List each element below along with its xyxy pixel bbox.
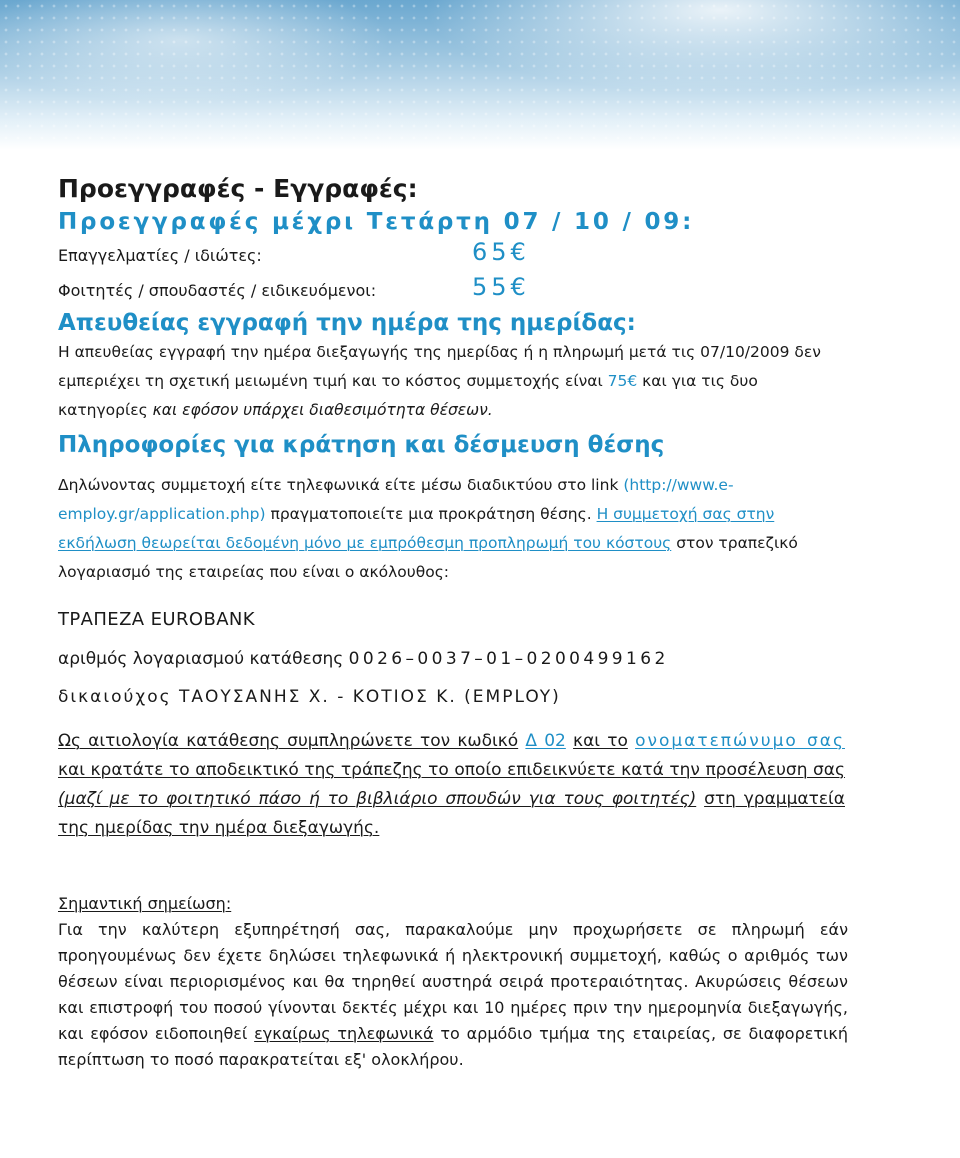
preregistration-heading: Προεγγραφές μέχρι Τετάρτη 07 / 10 / 09:: [58, 209, 695, 235]
students-price: 55€: [472, 273, 530, 301]
direct-registration-heading: Απευθείας εγγραφή την ημέρα της ημερίδας:: [58, 310, 636, 336]
reason-part-italic: (μαζί με το φοιτητικό πάσο ή το βιβλιάριο σπουδών για τους φοιτητές): [58, 789, 697, 809]
direct-registration-text: [58, 338, 848, 425]
bank-name: ΤΡΑΠΕΖΑ EUROBANK: [58, 609, 255, 630]
booking-text-1: Δηλώνοντας συμμετοχή είτε τηλεφωνικά είτε μέσω διαδικτύου στο link: [58, 476, 624, 494]
reason-part-1: Ως αιτιολογία κατάθεσης συμπληρώνετε τον κωδικό: [58, 731, 519, 751]
professionals-price: 65€: [472, 238, 530, 266]
price-row-professionals: [58, 238, 848, 273]
note-text-2: το αρμόδιο τμήμα της εταιρείας, σε διαφορετική περίπτωση το ποσό παρακρατείται εξ' ολοκλήρου.: [58, 1024, 848, 1069]
banner-pattern: [0, 0, 960, 150]
direct-text-italic: και εφόσον υπάρχει διαθεσιμότητα θέσεων.: [152, 401, 493, 419]
payment-reason: [58, 727, 845, 843]
note-underlined: εγκαίρως τηλεφωνικά: [254, 1024, 434, 1043]
note-text-1: Για την καλύτερη εξυπηρέτησή σας, παρακαλούμε μην προχωρήσετε σε πληρωμή εάν προηγουμένως δεν έχετε δηλώσει τηλεφωνικά ή ηλεκτρονική συμμετοχή, καθώς ο αριθμός των θέσεων είναι περιορισμένος και θα τηρηθεί αυστηρά σειρά προτεραιότητας. Ακυρώσεις θέσεων και επιστροφή του ποσού γίνονται δεκτές μέχρι και 10 ημέρες πριν την ημερομηνία διεξαγωγής, και εφόσον ειδοποιηθεί: [58, 920, 848, 1043]
page-title: Προεγγραφές - Εγγραφές:: [58, 174, 418, 203]
students-label: Φοιτητές / σπουδαστές / ειδικευόμενοι:: [58, 281, 377, 300]
application-link[interactable]: (http://www.e-employ.gr/application.php): [58, 476, 734, 523]
direct-text-1: Η απευθείας εγγραφή την ημέρα διεξαγωγής της ημερίδας ή η πληρωμή μετά τις 07/10/2009 δεν εμπεριέχει τη σχετική μειωμένη τιμή και το κόστος συμμετοχής είναι: [58, 343, 821, 390]
booking-text-2: πραγματοποιείτε μια προκράτηση θέσης.: [265, 505, 592, 523]
account-label: αριθμός λογαριασμού κατάθεσης: [58, 649, 349, 669]
booking-info-text: [58, 471, 848, 587]
account-line: [58, 641, 848, 677]
reason-part-3: και κρατάτε το αποδεικτικό της τράπεζης το οποίο επιδεικνύετε κατά την προσέλευση σας: [58, 760, 845, 780]
reason-part-2: και το: [573, 731, 628, 751]
direct-text-2: και για τις δυο κατηγορίες: [58, 372, 758, 419]
prepayment-notice: Η συμμετοχή σας στην εκδήλωση θεωρείται δεδομένη μόνο με εμπρόθεσμη προπληρωμή του κόστους: [58, 505, 775, 552]
professionals-label: Επαγγελματίες / ιδιώτες:: [58, 246, 262, 265]
direct-price: 75€: [607, 372, 638, 390]
account-holder: δικαιούχος ΤΑΟΥΣΑΝΗΣ Χ. - ΚΟΤΙΟΣ Κ. (EMPLOY): [58, 687, 561, 707]
price-row-students: [58, 273, 848, 308]
important-note-text: [58, 917, 848, 1073]
account-number: 0026–0037–01–0200499162: [348, 649, 669, 669]
reason-code: Δ 02: [525, 731, 566, 751]
important-note-title-text: Σημαντική σημείωση:: [58, 894, 232, 913]
important-note-title: [58, 891, 848, 917]
reason-names: ονοματεπώνυμο σας: [635, 731, 845, 751]
reason-part-4: στη γραμματεία της ημερίδας την ημέρα διεξαγωγής.: [58, 789, 845, 838]
booking-info-heading: Πληροφορίες για κράτηση και δέσμευση θέσης: [58, 432, 665, 458]
booking-text-3: στον τραπεζικό λογαριασμό της εταιρείας που είναι ο ακόλουθος:: [58, 534, 798, 581]
document-body: [58, 172, 848, 1073]
